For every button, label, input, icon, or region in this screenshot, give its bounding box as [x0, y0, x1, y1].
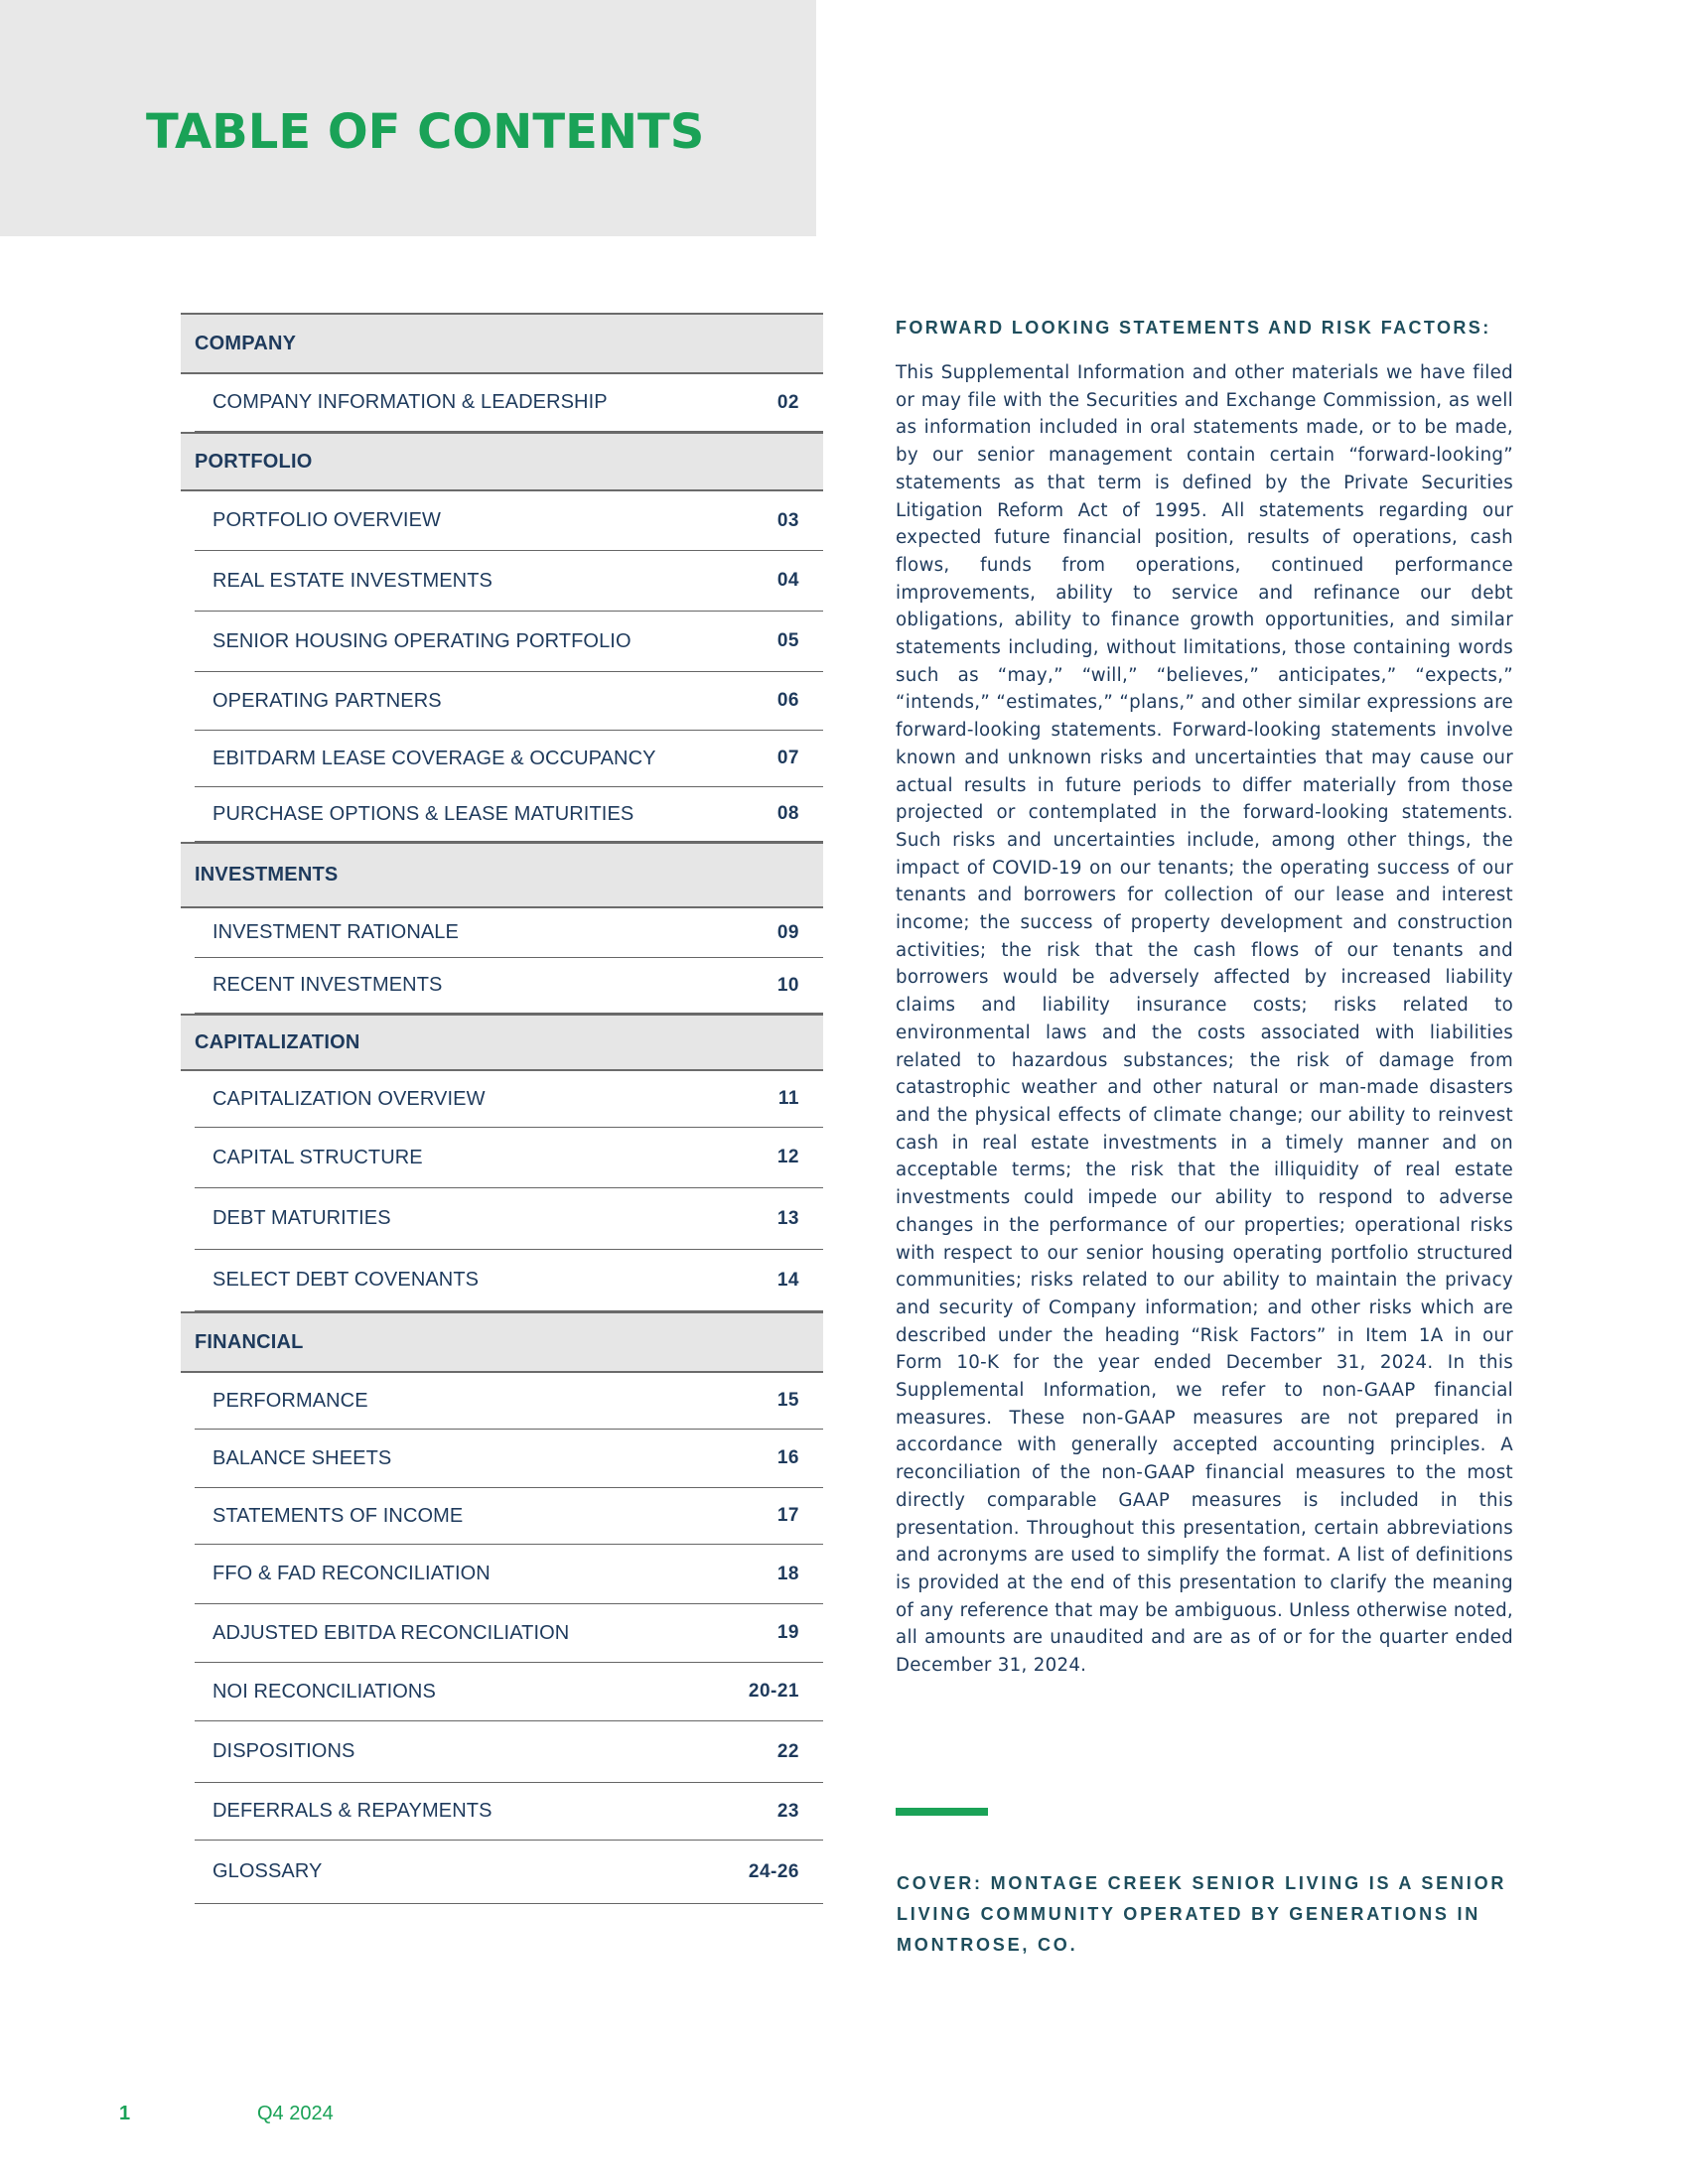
toc-entry-page: 23 — [776, 1800, 799, 1822]
toc-entry-label: EBITDARM LEASE COVERAGE & OCCUPANCY — [212, 747, 656, 769]
toc-entry-label: STATEMENTS OF INCOME — [212, 1504, 464, 1527]
toc-entry[interactable] — [195, 374, 823, 432]
toc-entry[interactable] — [195, 1721, 823, 1783]
toc-section-header — [181, 1014, 823, 1071]
toc-entry[interactable] — [195, 1545, 823, 1604]
table-of-contents — [181, 313, 823, 1904]
toc-entry-page: 17 — [776, 1505, 799, 1526]
toc-entry-page: 24-26 — [748, 1860, 799, 1882]
page-title: TABLE OF CONTENTS — [146, 104, 705, 160]
toc-entry[interactable] — [195, 1188, 823, 1250]
toc-entry-page: 16 — [776, 1447, 799, 1468]
toc-entry[interactable] — [195, 1430, 823, 1488]
toc-section-header — [181, 313, 823, 374]
forward-looking-body: This Supplemental Information and other materials we have filed or may file with the Securities and Exchange Commission, as well as information included in oral statements made, or to be made, by our senior management contain certain “forward-looking” statements as that term is defined by the Private Securities Litigation Reform Act of 1995. All statements regarding our expected future financial position, results of operations, cash flows, funds from operations, continued performance improvements, ability to service and refinance our debt obligations, ability to finance growth opportunities, and similar statements including, without limitations, those containing words such as “may,” “will,” “believes,” anticipates,” “expects,” “intends,” “estimates,” “plans,” and other similar expressions are forward-looking statements. Forward-looking statements involve known and unknown risks and uncertainties that may cause our actual results in future periods to differ materially from those projected or contemplated in the forward-looking statements. Such risks and uncertainties include, among other things, the impact of COVID-19 on our tenants; the operating success of our tenants and borrowers for collection of our lease and interest income; the success of property development and construction activities; the risk that the cash flows of our tenants and borrowers would be adversely affected by increased liability claims and liability insurance costs; risks related to environmental laws and the costs associated with liabilities related to hazardous substances; the risk of damage from catastrophic weather and other natural or man-made disasters and the physical effects of climate change; our ability to reinvest cash in real estate investments in a timely manner and on acceptable terms; the risk that the illiquidity of real estate investments could impede our ability to respond to adverse changes in the performance of our properties; operational risks with respect to our senior housing operating portfolio structured communities; risks related to our ability to maintain the privacy and security of Company information; and other risks which are described under the heading “Risk Factors” in Item 1A in our Form 10-K for the year ended December 31, 2024. In this Supplemental Information, we refer to non-GAAP financial measures. These non-GAAP measures are not prepared in accordance with generally accepted accounting principles. A reconciliation of the non-GAAP financial measures to the most directly comparable GAAP measures is included in this presentation. Throughout this presentation, certain abbreviations and acronyms are used to simplify the format. A list of definitions is provided at the end of this presentation to clarify the meaning of any reference that may be ambiguous. Unless otherwise noted, all amounts are unaudited and are as of or for the quarter ended December 31, 2024. — [896, 362, 1513, 1677]
toc-entry[interactable] — [195, 1783, 823, 1841]
toc-entry-label: SELECT DEBT COVENANTS — [212, 1269, 480, 1291]
toc-entry-page: 05 — [776, 630, 799, 651]
toc-entry-page: 22 — [776, 1740, 799, 1762]
toc-entry-page: 18 — [776, 1563, 799, 1584]
toc-entry[interactable] — [195, 1663, 823, 1721]
toc-section-label: COMPANY — [195, 332, 297, 354]
forward-looking-heading: FORWARD LOOKING STATEMENTS AND RISK FACTORS: — [896, 318, 1491, 338]
toc-entry[interactable] — [195, 612, 823, 672]
toc-entry-label: PURCHASE OPTIONS & LEASE MATURITIES — [212, 802, 634, 825]
toc-entry-label: CAPITALIZATION OVERVIEW — [212, 1087, 486, 1110]
toc-entry-label: PORTFOLIO OVERVIEW — [212, 509, 441, 531]
toc-entry-page: 19 — [776, 1622, 799, 1643]
toc-entry-page: 14 — [776, 1269, 799, 1291]
toc-entry-page: 04 — [776, 570, 799, 591]
toc-entry-page: 07 — [776, 748, 799, 768]
toc-entry-label: DEFERRALS & REPAYMENTS — [212, 1800, 492, 1822]
toc-entry-label: REAL ESTATE INVESTMENTS — [212, 569, 492, 592]
toc-entry-label: OPERATING PARTNERS — [212, 689, 442, 712]
toc-section-label: CAPITALIZATION — [195, 1030, 360, 1053]
toc-entry[interactable] — [195, 1128, 823, 1188]
footer-period: Q4 2024 — [257, 2103, 334, 2124]
toc-section-header — [181, 1311, 823, 1373]
toc-entry-page: 11 — [777, 1088, 799, 1109]
page-number: 1 — [119, 2103, 131, 2124]
toc-entry-label: ADJUSTED EBITDA RECONCILIATION — [212, 1621, 570, 1644]
toc-entry-label: DEBT MATURITIES — [212, 1207, 391, 1229]
toc-entry-label: PERFORMANCE — [212, 1389, 368, 1412]
toc-entry-label: FFO & FAD RECONCILIATION — [212, 1563, 491, 1584]
toc-entry-label: DISPOSITIONS — [212, 1740, 355, 1762]
toc-entry[interactable] — [195, 672, 823, 731]
toc-entry[interactable] — [195, 1488, 823, 1545]
toc-entry[interactable] — [195, 958, 823, 1014]
toc-entry-page: 02 — [776, 391, 799, 413]
toc-entry[interactable] — [195, 787, 823, 842]
toc-entry-page: 09 — [776, 921, 799, 943]
toc-entry-page: 12 — [776, 1147, 799, 1167]
toc-entry-page: 10 — [776, 974, 799, 996]
accent-divider — [896, 1808, 988, 1816]
toc-entry-page: 15 — [776, 1390, 799, 1411]
toc-entry-label: CAPITAL STRUCTURE — [212, 1146, 423, 1168]
toc-entry-label: GLOSSARY — [212, 1860, 323, 1882]
cover-caption: COVER: MONTAGE CREEK SENIOR LIVING IS A SENIOR LIVING COMMUNITY OPERATED BY GENERATIONS IN MONTROSE, CO. — [897, 1873, 1507, 1955]
toc-section-header — [181, 432, 823, 491]
toc-entry-label: BALANCE SHEETS — [212, 1446, 392, 1469]
toc-entry[interactable] — [195, 1250, 823, 1311]
toc-entry[interactable] — [195, 731, 823, 787]
toc-entry-page: 03 — [776, 509, 799, 531]
toc-entry-page: 08 — [776, 803, 799, 824]
toc-section-label: FINANCIAL — [195, 1330, 304, 1353]
toc-entry[interactable] — [195, 1604, 823, 1663]
toc-entry-label: NOI RECONCILIATIONS — [212, 1680, 436, 1703]
toc-entry-label: COMPANY INFORMATION & LEADERSHIP — [212, 391, 608, 413]
toc-section-label: INVESTMENTS — [195, 864, 339, 886]
toc-entry-page: 13 — [776, 1207, 799, 1229]
toc-entry[interactable] — [195, 1373, 823, 1430]
toc-section-header — [181, 842, 823, 908]
toc-entry-page: 20-21 — [748, 1681, 799, 1702]
toc-entry-label: SENIOR HOUSING OPERATING PORTFOLIO — [212, 629, 632, 652]
toc-entry[interactable] — [195, 491, 823, 551]
toc-section-label: PORTFOLIO — [195, 450, 313, 473]
toc-entry-label: INVESTMENT RATIONALE — [212, 921, 459, 943]
toc-entry-label: RECENT INVESTMENTS — [212, 974, 443, 996]
toc-entry[interactable] — [195, 551, 823, 612]
toc-entry-page: 06 — [776, 690, 799, 711]
toc-entry[interactable] — [195, 1071, 823, 1128]
toc-entry[interactable] — [195, 908, 823, 958]
toc-entry[interactable] — [195, 1841, 823, 1904]
